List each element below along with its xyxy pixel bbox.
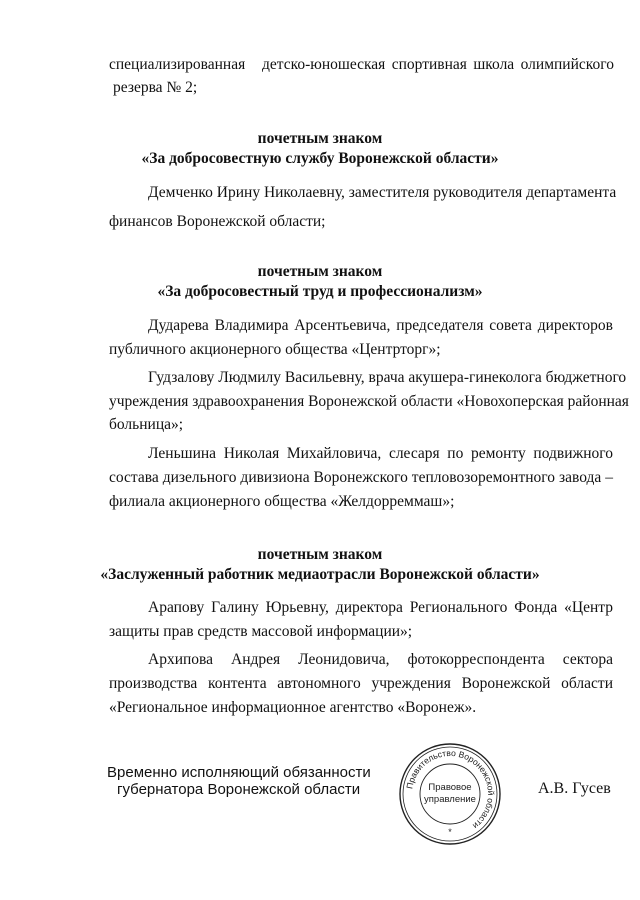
signature-name: А.В. Гусев	[538, 780, 611, 797]
intro-line1-left: специализированная	[109, 56, 246, 73]
section3-entry1-line1: Арапову Галину Юрьевну, директора Регионального Фонда «Центр	[148, 599, 613, 616]
seal-center-line2: управление	[424, 794, 476, 805]
section2-entry1-line2: публичного акционерного общества «Центрторг»;	[109, 341, 441, 358]
section3-entry2-line1: Архипова Андрея Леонидовича, фотокорреспондента сектора	[148, 651, 613, 668]
section2-entry3-line1: Леньшина Николая Михайловича, слесаря по ремонту подвижного	[148, 445, 613, 462]
section1-heading-line2: «За добросовестную службу Воронежской области»	[141, 150, 499, 167]
section2-entry2-line1: Гудзалову Людмилу Васильевну, врача акушера-гинеколога бюджетного	[148, 369, 627, 386]
section2-entry3-line2: состава дизельного дивизиона Воронежского тепловозоремонтного завода –	[109, 469, 613, 486]
seal-star: *	[448, 827, 452, 837]
section2-entry1-line1: Дударева Владимира Арсентьевича, председателя совета директоров	[148, 317, 613, 334]
official-seal	[398, 742, 502, 846]
section3-entry2-line3: «Региональное информационное агентство «Воронеж».	[109, 699, 477, 716]
seal-ring-text: Правительство Воронежской области	[404, 747, 497, 832]
section2-entry2-line2: учреждения здравоохранения Воронежской области «Новохоперская районная	[109, 393, 629, 410]
intro-line2: резерва № 2;	[113, 79, 198, 96]
section1-heading-line1: почетным знаком	[257, 130, 383, 147]
section2-entry2-line3: больница»;	[109, 416, 184, 433]
section1-entry1-line1: Демченко Ирину Николаевну, заместителя руководителя департамента	[148, 184, 617, 201]
section2-heading-line1: почетным знаком	[257, 263, 383, 280]
signature-title-line2: губернатора Воронежской области	[117, 781, 361, 798]
section3-heading-line2: «Заслуженный работник медиаотрасли Воронежской области»	[100, 566, 540, 583]
signature-title-line1: Временно исполняющий обязанности	[107, 764, 371, 781]
section2-heading-line2: «За добросовестный труд и профессионализм»	[157, 283, 483, 300]
seal-center-line1: Правовое	[428, 782, 472, 793]
section1-entry1-line2: финансов Воронежской области;	[109, 213, 326, 230]
section3-entry1-line2: защиты прав средств массовой информации»;	[109, 623, 413, 640]
section3-heading-line1: почетным знаком	[257, 546, 383, 563]
section2-entry3-line3: филиала акционерного общества «Желдорреммаш»;	[109, 493, 455, 510]
section3-entry2-line2: производства контента автономного учреждения Воронежской области	[109, 675, 613, 692]
intro-line1-right: детско-юношеская спортивная школа олимпийского	[262, 56, 614, 73]
